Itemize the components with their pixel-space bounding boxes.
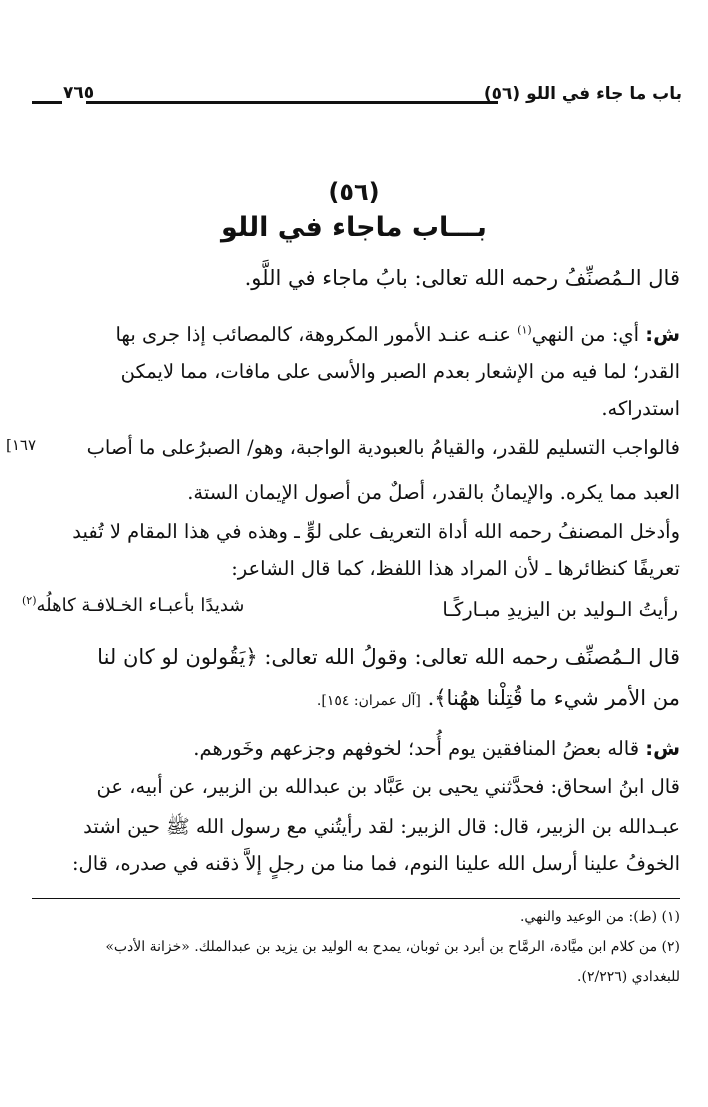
commentary-text-2: قاله بعضُ المنافقين يوم أُحد؛ لخوفهم وجزعهم وخَورهم. bbox=[193, 737, 640, 760]
body-line-2 bbox=[115, 323, 680, 346]
footnote-2: (٢) من كلام ابن ميَّادة، الرمَّاح بن أبرد بن ثوبان، يمدح به الوليد بن يزيد بن عبدالملك. «خزانة الأدب» bbox=[105, 939, 680, 955]
chapter-title: بـــاب ماجاء في اللو bbox=[221, 212, 487, 243]
running-header-title: باب ما جاء في اللو (٥٦) bbox=[483, 84, 682, 104]
footnote-ref-2: (٢) bbox=[22, 594, 37, 607]
commentary-marker-2: ش: bbox=[645, 737, 680, 760]
body-line-13: عبـدالله بن الزبير، قال: قال الزبير: لقد رأيتُني مع رسول الله ﷺ حين اشتد bbox=[83, 815, 680, 838]
body-line-1 bbox=[245, 266, 680, 290]
verse-second-text: شديدًا بأعبـاء الخـلافـة كاهلُه bbox=[36, 595, 245, 616]
body-line-12: قال ابنُ اسحاق: فحدَّثني يحيى بن عَبَّاد بن عبدالله بن الزبير، عن أبيه، عن bbox=[96, 775, 680, 798]
body-line-8: تعريفًا كنظائرها ـ لأن المراد هذا اللفظ، كما قال الشاعر: bbox=[231, 557, 680, 580]
commentary-text-cont: عنـه عنـد الأمور المكروهة، كالمصائب إذا جرى بها bbox=[115, 323, 511, 346]
body-line-10 bbox=[317, 686, 680, 710]
header-rule-short bbox=[32, 101, 62, 104]
footnote-1: (١) (ط): من الوعيد والنهي. bbox=[519, 909, 680, 925]
page-number: ٧٦٥ bbox=[63, 83, 95, 103]
verse-second-hemistich bbox=[22, 594, 244, 616]
verse-first-hemistich: رأيتُ الـوليد بن اليزيدِ مبـاركًـا bbox=[442, 598, 678, 621]
commentary-marker: ش: bbox=[645, 323, 680, 346]
commentary-text: أي: من النهي bbox=[531, 323, 640, 346]
quran-reference: [آل عمران: ١٥٤]. bbox=[316, 693, 421, 709]
body-line-5: فالواجب التسليم للقدر، والقيامُ بالعبودية الواجبة، وهو/ الصبرُعلى ما أصاب bbox=[86, 436, 680, 459]
footnote-rule bbox=[32, 898, 680, 899]
body-line-11 bbox=[193, 737, 680, 760]
body-line-9: قال الـمُصنِّف رحمه الله تعالى: وقولُ الله تعالى: ﴿يَقُولون لو كان لنا bbox=[97, 645, 680, 669]
chapter-number: (٥٦) bbox=[328, 178, 380, 206]
footnote-2-cont: للبغدادي (٢/٢٢٦). bbox=[577, 969, 680, 985]
body-line-14: الخوفُ علينا أرسل الله علينا النوم، فما منا من رجلٍ إلاَّ ذقنه في صدره، قال: bbox=[71, 852, 680, 875]
footnote-ref-1: (١) bbox=[517, 323, 532, 337]
body-line-6: العبد مما يكره. والإيمانُ بالقدر، أصلٌ من أصول الإيمان الستة. bbox=[187, 481, 680, 504]
body-line-3: القدر؛ لما فيه من الإشعار بعدم الصبر والأسى على مافات، مما لايمكن bbox=[120, 360, 680, 383]
author-statement: قال الـمُصنِّفُ رحمه الله تعالى: بابُ ماجاء في اللَّو. bbox=[244, 266, 680, 290]
margin-page-marker: [١٦٧ bbox=[6, 436, 37, 454]
body-line-4: استدراكه. bbox=[601, 397, 680, 420]
header-rule bbox=[86, 101, 498, 104]
quran-verse: من الأمر شيء ما قُتِلْنا ههُنا﴾. bbox=[427, 686, 680, 710]
body-line-7: وأدخل المصنفُ رحمه الله أداة التعريف على لوٍّ ـ وهذه في هذا المقام لا تُفيد bbox=[72, 520, 680, 543]
